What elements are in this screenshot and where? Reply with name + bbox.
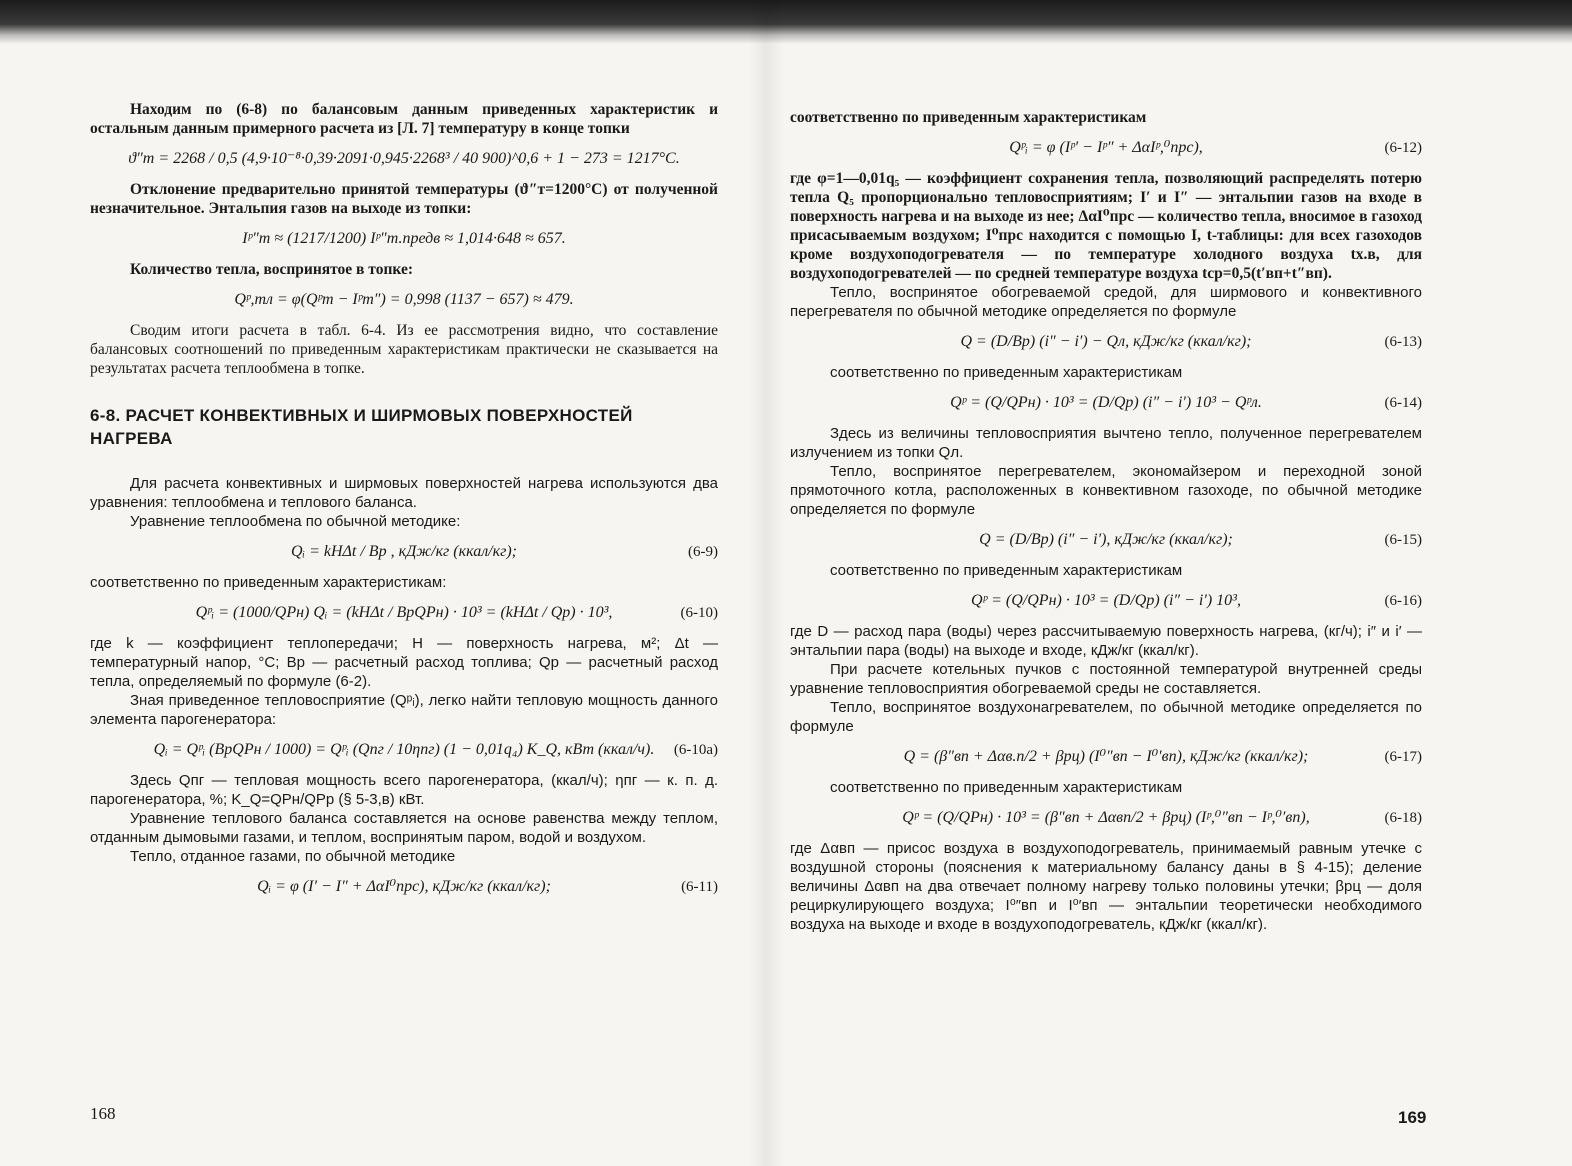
section-heading: 6-8. РАСЧЕТ КОНВЕКТИВНЫХ И ШИРМОВЫХ ПОВЕРХНОСТЕЙ НАГРЕВА xyxy=(90,406,633,448)
equation-text: Qᵖ,тл = φ(Qᵖт − Iᵖт″) = 0,998 (1137 − 657) ≈ 479. xyxy=(234,291,574,308)
equation-number: (6-18) xyxy=(1384,810,1422,826)
equation-number: (6-13) xyxy=(1384,334,1422,350)
left-para-1: Находим по (6-8) по балансовым данным приведенных характеристик и остальным данным примерного расчета из [Л. 7] температуру в конце топки xyxy=(90,101,718,137)
equation-text: Q = (β″вп + Δαв.п/2 + βрц) (I⁰″вп − I⁰′вп), кДж/кг (ккал/кг); xyxy=(903,748,1309,765)
left-para-3: Количество тепла, воспринятое в топке: xyxy=(130,261,413,278)
left-para-2: Отклонение предварительно принятой температуры (ϑ″т=1200°C) от полученной незначительное. Энтальпия газов на выходе из топки: xyxy=(90,181,718,217)
equation-text: Qᵖ = (Q/QPн) · 10³ = (D/Qр) (i″ − i′) 10³ − Qᵖл. xyxy=(950,394,1262,411)
equation-6-14 xyxy=(790,388,1422,418)
equation-6-12 xyxy=(790,133,1422,163)
left-para-11: Уравнение теплового баланса составляется на основе равенства между теплом, отданным дымовыми газами, и теплом, воспринятым паром, водой и воздухом. xyxy=(90,810,718,846)
equation-number: (6-11) xyxy=(681,879,718,895)
left-para-6: Уравнение теплообмена по обычной методике: xyxy=(130,513,461,530)
equation-6-17 xyxy=(790,742,1422,772)
right-para-10: Тепло, воспринятое воздухонагревателем, по обычной методике определяется по формуле xyxy=(790,699,1422,735)
page-number-right: 169 xyxy=(1398,1108,1427,1127)
equation-6-10 xyxy=(90,598,718,628)
equation-text: Qᵖᵢ = φ (Iᵖ′ − Iᵖ″ + ΔαIᵖ,⁰прс), xyxy=(1009,139,1203,156)
equation-6-11 xyxy=(90,872,718,902)
equation-6-15 xyxy=(790,525,1422,555)
equation-text: ϑ″т = 2268 / 0,5 (4,9·10⁻⁸·0,39·2091·0,945·2268³ / 40 900)^0,6 + 1 − 273 = 1217°C. xyxy=(128,150,680,167)
left-para-7: соответственно по приведенным характеристикам: xyxy=(90,574,447,591)
equation-number: (6-9) xyxy=(688,544,718,560)
equation-6-18 xyxy=(790,803,1422,833)
equation-number: (6-10) xyxy=(680,605,718,621)
left-page xyxy=(90,100,718,908)
equation-6-10a xyxy=(90,735,718,765)
left-para-12: Тепло, отданное газами, по обычной методике xyxy=(130,848,456,865)
right-para-9: При расчете котельных пучков с постоянной температурой внутренней среды уравнение тепловосприятия обогреваемой среды не составляется. xyxy=(790,661,1422,697)
right-para-5: Здесь из величины тепловосприятия вычтено тепло, полученное перегревателем излучением из топки Qл. xyxy=(790,425,1422,461)
equation-enthalpy xyxy=(90,224,718,254)
left-para-4: Сводим итоги расчета в табл. 6-4. Из ее рассмотрения видно, что составление балансовых соотношений по приведенным характеристикам практически не сказывается на результатах расчета теплообмена в топке. xyxy=(90,322,718,377)
equation-text: Qᵖ = (Q/QPн) · 10³ = (D/Qр) (i″ − i′) 10³, xyxy=(971,592,1241,609)
equation-number: (6-10a) xyxy=(673,742,718,758)
right-page xyxy=(790,108,1422,934)
left-para-9: Зная приведенное тепловосприятие (Qᵖᵢ), легко найти тепловую мощность данного элемента парогенератора: xyxy=(90,692,718,728)
equation-text: Qᵢ = kHΔt / Bр , кДж/кг (ккал/кг); xyxy=(290,543,517,560)
equation-heat-furnace xyxy=(90,285,718,315)
right-para-8: где D — расход пара (воды) через рассчитываемую поверхность нагрева, (кг/ч); i″ и i′ — энтальпии пара (воды) на выходе и входе, кДж/кг (ккал/кг). xyxy=(790,623,1422,659)
equation-6-13 xyxy=(790,327,1422,357)
equation-number: (6-12) xyxy=(1384,140,1422,156)
equation-text: Qᵖ = (Q/QPн) · 10³ = (β″вп + Δαвп/2 + βрц) (Iᵖ,⁰″вп − Iᵖ,⁰′вп), xyxy=(902,809,1310,826)
book-gutter xyxy=(748,0,784,1166)
equation-theta-t xyxy=(90,144,718,174)
equation-6-16 xyxy=(790,586,1422,616)
right-para-7: соответственно по приведенным характеристикам xyxy=(830,562,1183,579)
equation-number: (6-14) xyxy=(1384,395,1422,411)
equation-text: Qᵢ = Qᵖᵢ (BрQPн / 1000) = Qᵖᵢ (Qпг / 10ηпг) (1 − 0,01q₄) K_Q, кВт (ккал/ч). xyxy=(153,741,655,758)
right-para-4: соответственно по приведенным характеристикам xyxy=(830,364,1183,381)
equation-number: (6-15) xyxy=(1384,532,1422,548)
left-para-5: Для расчета конвективных и ширмовых поверхностей нагрева используются два уравнения: теплообмена и теплового баланса. xyxy=(90,475,718,511)
equation-number: (6-16) xyxy=(1384,593,1422,609)
right-para-6: Тепло, воспринятое перегревателем, экономайзером и переходной зоной прямоточного котла, расположенных в конвективном газоходе, по обычной методике определяется по формуле xyxy=(790,463,1422,518)
equation-text: Qᵖᵢ = (1000/QPн) Qᵢ = (kHΔt / BрQPн) · 10³ = (kHΔt / Qр) · 10³, xyxy=(195,604,613,621)
scan-shadow-top xyxy=(0,0,1572,44)
equation-number: (6-17) xyxy=(1384,749,1422,765)
left-para-10: Здесь Qпг — тепловая мощность всего парогенератора, (ккал/ч); ηпг — к. п. д. парогенератора, %; K_Q=QPн/QPр (§ 5-3,в) кВт. xyxy=(90,772,718,808)
right-para-2: где φ=1—0,01q₅ — коэффициент сохранения тепла, позволяющий распределять потерю тепла Q₅ пропорционально тепловосприятиям; I′ и I″ — энтальпии газов на входе в поверхность нагрева и на выходе из нее; ΔαI⁰прс — количество тепла, вносимое в газоход присасываемым воздухом; I⁰прс находится с помощью I, t-таблицы: для всех газоходов кроме воздухоподогревателя — по температуре холодного воздуха tх.в, для воздухоподогревателей — по средней температуре воздуха tср=0,5(t′вп+t″вп). xyxy=(790,170,1422,282)
equation-text: Iᵖ″т ≈ (1217/1200) Iᵖ″т.предв ≈ 1,014·648 ≈ 657. xyxy=(242,230,566,247)
left-para-8: где k — коэффициент теплопередачи; H — поверхность нагрева, м²; Δt — температурный напор, °C; Bр — расчетный расход топлива; Qр — расчетный расход тепла, определяемый по формуле (6-2). xyxy=(90,635,718,690)
equation-6-9 xyxy=(90,537,718,567)
right-para-12: где Δαвп — присос воздуха в воздухоподогреватель, принимаемый равным утечке с воздушной стороны (пояснения к материальному балансу даны в § 4-15); деление величины Δαвп на два отвечает полному нагреву только половины утечки; βрц — доля рециркулирующего воздуха; I⁰″вп и I⁰′вп — энтальпии теоретически необходимого воздуха на выходе и входе в воздухоподогреватель, кДж/кг (ккал/кг). xyxy=(790,840,1422,933)
equation-text: Q = (D/Bр) (i″ − i′), кДж/кг (ккал/кг); xyxy=(979,531,1233,548)
right-para-1: соответственно по приведенным характеристикам xyxy=(790,109,1147,126)
equation-text: Qᵢ = φ (I′ − I″ + ΔαI⁰прс), кДж/кг (ккал/кг); xyxy=(257,878,551,895)
right-para-3: Тепло, воспринятое обогреваемой средой, для ширмового и конвективного перегревателя по обычной методике определяется по формуле xyxy=(790,284,1422,320)
page-number-left: 168 xyxy=(90,1104,116,1123)
right-para-11: соответственно по приведенным характеристикам xyxy=(830,779,1183,796)
equation-text: Q = (D/Bр) (i″ − i′) − Qл, кДж/кг (ккал/кг); xyxy=(960,333,1252,350)
